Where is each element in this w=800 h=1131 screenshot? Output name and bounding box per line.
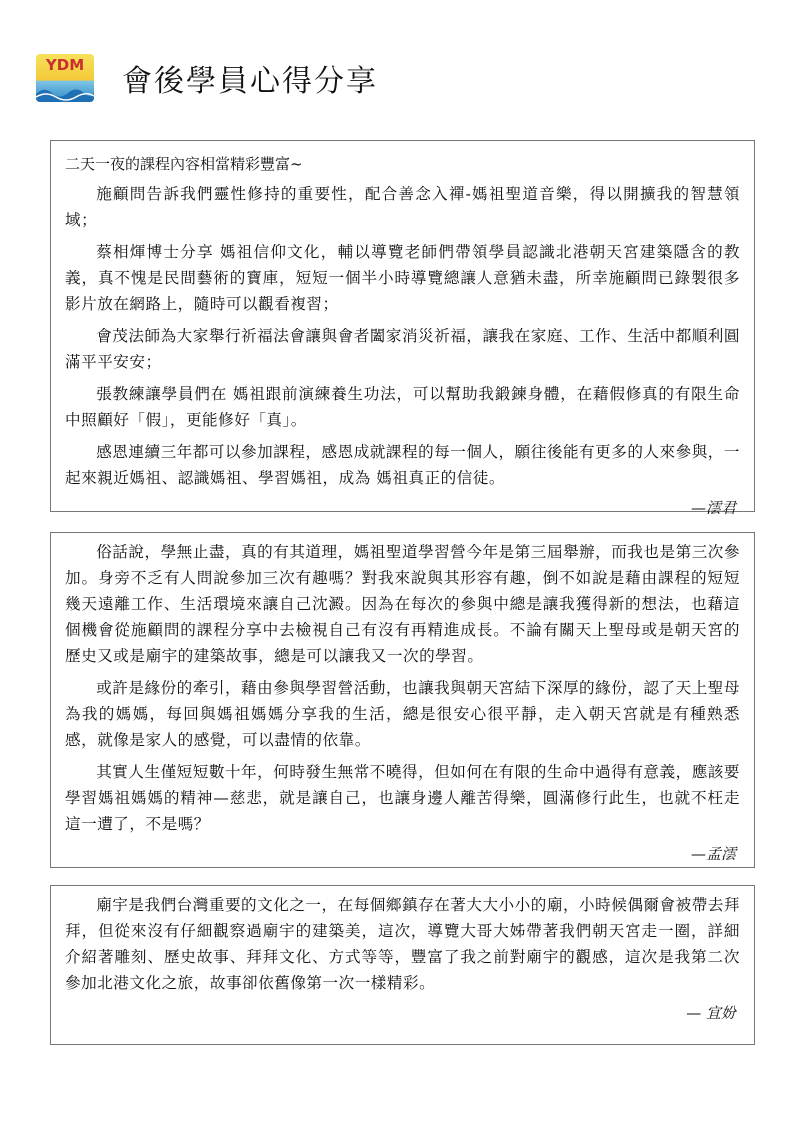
paragraph: 廟宇是我們台灣重要的文化之一，在每個鄉鎮存在著大大小小的廟，小時候偶爾會被帶去拜拜，但從來沒有仔細觀察過廟宇的建築美，這次，導覽大哥大姊帶著我們朝天宮走一圈，詳細介紹著雕刻、歷史故事、拜拜文化、方式等等，豐富了我之前對廟宇的觀感，這次是我第二次參加北港文化之旅，故事卻依舊像第一次一樣精彩。 — [65, 896, 740, 992]
wave-icon — [36, 84, 94, 102]
paragraph: 施顧問告訴我們靈性修持的重要性，配合善念入禪-媽祖聖道音樂，得以開擴我的智慧領域； — [65, 185, 740, 229]
author-signature: —孟澐 — [690, 845, 736, 863]
testimonial-box-3 — [50, 885, 755, 1045]
author-signature: — 宜妢 — [686, 1004, 736, 1022]
paragraph: 俗話說，學無止盡，真的有其道理，媽祖聖道學習營今年是第三屆舉辦，而我也是第三次參加。身旁不乏有人問說參加三次有趣嗎？對我來說與其形容有趣，倒不如說是藉由課程的短短幾天遠離工作、生活環境來讓自己沈澱。因為在每次的參與中總是讓我獲得新的想法，也藉這個機會從施顧問的課程分享中去檢視自己有沒有再精進成長。不論有關天上聖母或是朝天宮的歷史又或是廟宇的建築故事，總是可以讓我又一次的學習。 — [65, 543, 740, 665]
testimonial-box-2 — [50, 532, 755, 868]
testimonial-box-1 — [50, 140, 755, 517]
paragraph: 其實人生僅短短數十年，何時發生無常不曉得，但如何在有限的生命中過得有意義，應該要學習媽祖媽媽的精神—慈悲，就是讓自己，也讓身邊人離苦得樂，圓滿修行此生，也就不枉走這一遭了，不是嗎？ — [65, 763, 740, 833]
paragraph: 會茂法師為大家舉行祈福法會讓與會者闔家消災祈福，讓我在家庭、工作、生活中都順利圓滿平平安安； — [65, 327, 740, 371]
paragraph: 蔡相煇博士分享 媽祖信仰文化，輔以導覽老師們帶領學員認識北港朝天宮建築隱含的教義，真不愧是民間藝術的寶庫，短短一個半小時導覽總讓人意猶未盡，所幸施顧問已錄製很多影片放在網路上，隨時可以觀看複習； — [65, 243, 740, 313]
ydm-logo — [36, 54, 94, 102]
logo-text: YDM — [45, 56, 85, 74]
intro-line: 二天一夜的課程內容相當精彩豐富~ — [65, 155, 303, 173]
page-title: 會後學員心得分享 — [122, 64, 378, 99]
paragraph: 或許是緣份的牽引，藉由參與學習營活動，也讓我與朝天宮結下深厚的緣份，認了天上聖母為我的媽媽，每回與媽祖媽媽分享我的生活，總是很安心很平靜，走入朝天宮就是有種熟悉感，就像是家人的感覺，可以盡情的依靠。 — [65, 679, 740, 749]
paragraph: 感恩連續三年都可以參加課程，感恩成就課程的每一個人，願往後能有更多的人來參與，一起來親近媽祖、認識媽祖、學習媽祖，成為 媽祖真正的信徒。 — [65, 443, 740, 487]
author-signature: —澐君 — [690, 499, 736, 517]
page-header — [36, 50, 736, 110]
paragraph: 張教練讓學員們在 媽祖跟前演練養生功法，可以幫助我鍛鍊身體，在藉假修真的有限生命中照顧好「假」，更能修好「真」。 — [65, 385, 740, 429]
